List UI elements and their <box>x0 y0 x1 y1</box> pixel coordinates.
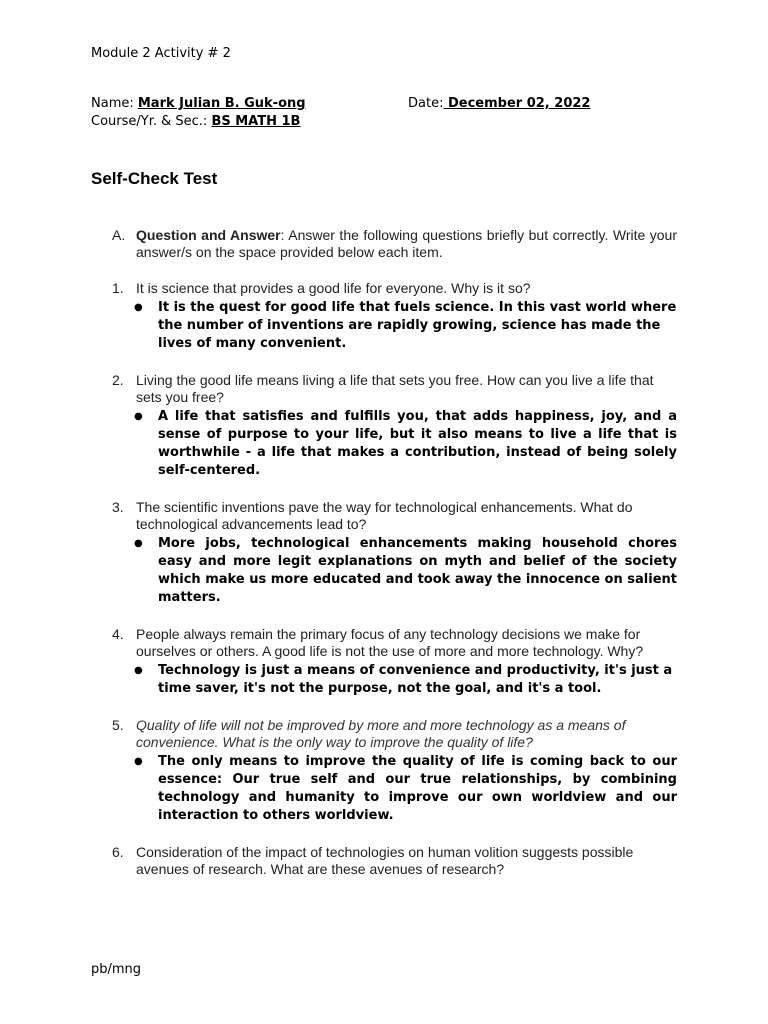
question-row <box>112 280 677 297</box>
question-2 <box>112 372 677 480</box>
section-instructions <box>136 227 677 261</box>
answer-row <box>134 753 677 825</box>
question-4 <box>112 626 677 698</box>
answer-text: The only means to improve the quality of life is coming back to our essence: Our true self and our true relationships, by combining technology and humanity to improve our own worldview and our interaction to others worldview. <box>158 754 677 823</box>
section-instruction-text: : Answer the following questions briefly but correctly. Write your answer/s on the space provided below each item. <box>136 227 678 260</box>
question-number: 1. <box>112 280 124 296</box>
question-row <box>112 717 677 751</box>
bullet-icon: ● <box>134 411 143 422</box>
question-number: 4. <box>112 626 124 642</box>
answer-row <box>134 535 677 607</box>
answer-row <box>134 662 677 698</box>
answer-text: A life that satisfies and fulfills you, that adds happiness, joy, and a sense of purpose to your life, but it also means to live a life that is worthwhile - a life that makes a contribution, instead of being solely self-centered. <box>158 409 677 478</box>
footer-text: pb/mng <box>91 962 142 977</box>
answer-text: Technology is just a means of convenience and productivity, it's just a time saver, it's not the purpose, not the goal, and it's a tool. <box>158 663 673 696</box>
question-text: People always remain the primary focus of any technology decisions we make for ourselves or others. A good life is not the use of more and more technology. Why? <box>136 626 644 659</box>
question-row <box>112 372 677 406</box>
course-label: Course/Yr. & Sec.: <box>91 114 212 129</box>
question-number: 3. <box>112 499 124 515</box>
date-value: December 02, 2022 <box>443 96 591 111</box>
section-bold-label: Question and Answer <box>136 227 281 243</box>
main-content <box>112 227 677 878</box>
module-title: Module 2 Activity # 2 <box>91 46 231 61</box>
name-label: Name: <box>91 96 138 111</box>
question-text: It is science that provides a good life for everyone. Why is it so? <box>136 280 531 296</box>
answer-row <box>134 408 677 480</box>
question-text: Consideration of the impact of technologies on human volition suggests possible avenues of research. What are these avenues of research? <box>136 844 634 877</box>
course-value: BS MATH 1B <box>211 114 301 129</box>
question-3 <box>112 499 677 607</box>
bullet-icon: ● <box>134 665 143 676</box>
question-5 <box>112 717 677 825</box>
question-text: Living the good life means living a life that sets you free. How can you live a life that sets you free? <box>136 372 654 405</box>
question-6 <box>112 844 677 878</box>
date-line <box>408 96 590 111</box>
question-number: 6. <box>112 844 124 860</box>
date-label: Date: <box>408 96 444 111</box>
answer-text: It is the quest for good life that fuels science. In this vast world where the number of inventions are rapidly growing, science has made the lives of many convenient. <box>158 300 677 351</box>
answer-text: More jobs, technological enhancements making household chores easy and more legit explanations on myth and belief of the society which make us more educated and took away the innocence on salient matters. <box>158 536 677 605</box>
question-text: Quality of life will not be improved by more and more technology as a means of convenience. What is the only way to improve the quality of life? <box>136 717 626 750</box>
question-text: The scientific inventions pave the way for technological enhancements. What do technological advancements lead to? <box>136 499 633 532</box>
question-row <box>112 626 677 660</box>
question-row <box>112 844 677 878</box>
name-line <box>91 96 306 111</box>
question-1 <box>112 280 677 353</box>
question-row <box>112 499 677 533</box>
name-value: Mark Julian B. Guk-ong <box>137 96 306 111</box>
answer-row <box>134 299 677 353</box>
course-line <box>91 114 300 129</box>
test-title: Self-Check Test <box>91 169 218 188</box>
bullet-icon: ● <box>134 756 143 767</box>
bullet-icon: ● <box>134 538 143 549</box>
section-marker: A. <box>112 227 126 243</box>
question-number: 2. <box>112 372 124 388</box>
bullet-icon: ● <box>134 302 143 313</box>
question-number: 5. <box>112 717 124 733</box>
section-a-instructions <box>112 227 677 261</box>
